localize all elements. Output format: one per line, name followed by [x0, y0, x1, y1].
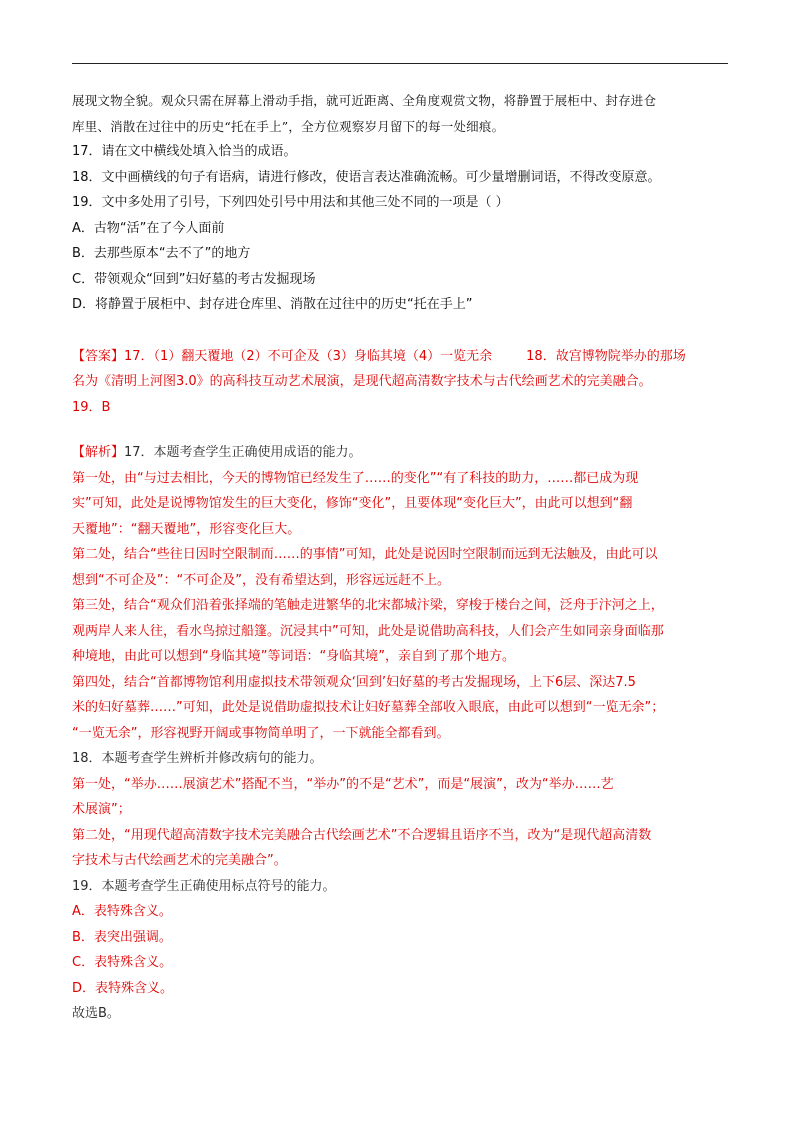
question-18: 18．文中画横线的句子有语病，请进行修改，使语言表达准确流畅。可少量增删词语，不得改变原意。 [72, 169, 661, 185]
question-17: 17．请在文中横线处填入恰当的成语。 [72, 144, 297, 159]
explanation-line: “一览无余”，形容视野开阔或事物简单明了，一下就能全都看到。 [72, 725, 450, 741]
explanation-tag: 【解析】 [72, 445, 125, 460]
answer-18-start: 18．故宫博物院举办的那场 [526, 348, 686, 364]
answer-19: 19．B [72, 399, 111, 415]
explanation-line: 想到“不可企及”：“不可企及”，没有希望达到，形容远远赶不上。 [72, 572, 450, 588]
explanation-line: 第一处，“举办……展演艺术”搭配不当，“举办”的不是“艺术”，而是“展演”，改为“举办……艺 [72, 776, 614, 792]
option-c: C．带领观众“回到”妇好墓的考古发掘现场 [72, 271, 316, 287]
header-rule [72, 63, 728, 64]
answer-tag: 【答案】 [72, 348, 125, 364]
explanation-line: B．表突出强调。 [72, 929, 172, 945]
explanation-line: 种境地，由此可以想到“身临其境”等词语：“身临其境”，亲自到了那个地方。 [72, 649, 515, 664]
document-page [72, 88, 732, 1027]
explanation-line: 实”可知，此处是说博物馆发生的巨大变化，修饰“变化”，且要体现“变化巨大”，由此可以想到“翻 [72, 496, 633, 511]
explanation-line: 米的妇好墓葬……”可知，此处是说借助虚拟技术让妇好墓葬全部收入眼底，由此可以想到“一览无余”； [72, 700, 665, 715]
explanation-line: 第四处，结合“首都博物馆利用虚拟技术带领观众‘回到’妇好墓的考古发掘现场，上下6层、深达7.5 [72, 674, 636, 690]
explanation-line: 18．本题考查学生辨析并修改病句的能力。 [72, 751, 323, 766]
explanation-line: C．表特殊含义。 [72, 955, 173, 970]
explanation-line: 17．本题考查学生正确使用成语的能力。 [124, 445, 362, 460]
option-b: B．去那些原本“去不了”的地方 [72, 246, 251, 261]
answer-section [72, 344, 732, 421]
questions [72, 139, 732, 318]
explanation-line: 第一处，由“与过去相比，今天的博物馆已经发生了……的变化”“有了科技的助力，……都已成为现 [72, 470, 639, 486]
explanation-line: 第二处，结合“些往日因时空限制而……的事情”可知，此处是说因时空限制而远到无法触及，由此可以 [72, 547, 658, 562]
passage [72, 88, 732, 139]
explanation-line: 天覆地”：“翻天覆地”，形容变化巨大。 [72, 521, 301, 537]
explanation-line: D．表特殊含义。 [72, 980, 174, 996]
explanation-line: 19．本题考查学生正确使用标点符号的能力。 [72, 878, 336, 894]
explanation-line: 观两岸人来人往，看水鸟掠过船篷。沉浸其中”可知，此处是说借助高科技，人们会产生如同亲身面临那 [72, 623, 664, 639]
option-a: A．古物“活”在了今人面前 [72, 220, 225, 236]
explanation-line: 故选B。 [72, 1006, 120, 1021]
question-19: 19．文中多处用了引号，下列四处引号中用法和其他三处不同的一项是（ ） [72, 195, 509, 210]
explanation-line: A．表特殊含义。 [72, 904, 172, 919]
option-d: D．将静置于展柜中、封存进仓库里、消散在过往中的历史“托在手上” [72, 297, 473, 312]
explanation-line: 字技术与古代绘画艺术的完美融合”。 [72, 853, 287, 868]
answer-17: 17．（1）翻天覆地（2）不可企及（3）身临其境（4）一览无余 [124, 348, 493, 364]
explanation-section [72, 440, 732, 1027]
answer-18-cont: 名为《清明上河图3.0》的高科技互动艺术展演，是现代超高清数字技术与古代绘画艺术的完美融合。 [72, 374, 652, 389]
passage-line: 展现文物全貌。观众只需在屏幕上滑动手指，就可近距离、全角度观赏文物，将静置于展柜中、封存进仓 [72, 93, 657, 108]
explanation-line: 第二处，“用现代超高清数字技术完美融合古代绘画艺术”不合逻辑且语序不当，改为“是现代超高清数 [72, 827, 652, 843]
explanation-line: 术展演”； [72, 802, 131, 817]
passage-line: 库里、消散在过往中的历史“托在手上”，全方位观察岁月留下的每一处细痕。 [72, 118, 505, 134]
explanation-line: 第三处，结合“观众们沿着张择端的笔触走进繁华的北宋都城汴梁，穿梭于楼台之间，泛舟于汴河之上， [72, 598, 664, 613]
